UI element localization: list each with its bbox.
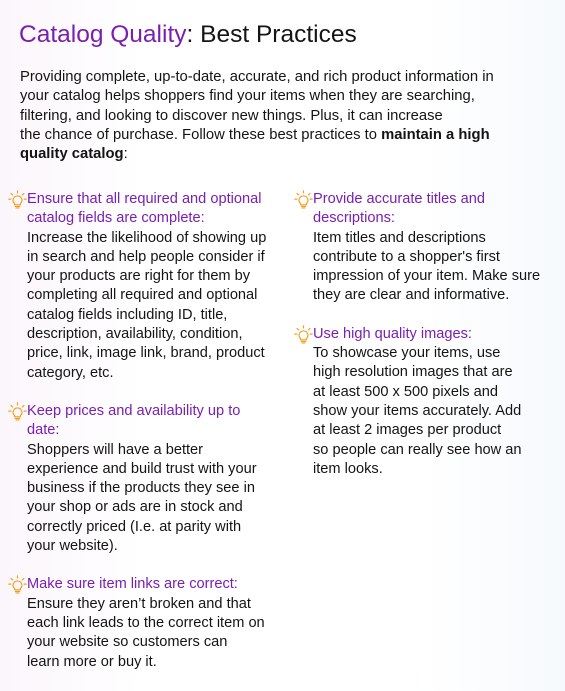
section-body <box>8 229 298 383</box>
body-line: contribute to a shopper's first <box>313 248 500 265</box>
body-line: catalog fields including ID, title, <box>27 306 228 323</box>
heading-line: Make sure item links are correct: <box>27 576 238 593</box>
body-line: price, link, image link, brand, product <box>27 345 265 362</box>
heading-line: Keep prices and availability up to <box>27 402 241 419</box>
heading-line: Provide accurate titles and <box>313 191 485 207</box>
section-heading <box>294 325 559 344</box>
title-rest: : Best Practices <box>186 21 357 48</box>
body-line: To showcase your items, use <box>313 345 501 362</box>
body-line: description, availability, condition, <box>27 326 243 343</box>
lightbulb-icon <box>294 325 313 344</box>
body-line: Shoppers will have a better <box>27 441 204 458</box>
body-line: item looks. <box>313 460 383 477</box>
body-line: your shop or ads are in stock and <box>27 499 243 516</box>
section-heading-text <box>27 190 261 229</box>
body-line: Increase the likelihood of showing up <box>27 229 267 246</box>
body-line: so people can really see how an <box>313 441 522 458</box>
body-line: each link leads to the correct item on <box>27 614 265 631</box>
body-line: impression of your item. Make sure <box>313 268 541 285</box>
section-heading <box>8 402 298 441</box>
body-line: they are clear and informative. <box>313 287 510 304</box>
best-practice-section <box>294 325 559 479</box>
section-heading-text <box>313 190 485 229</box>
intro-line: Providing complete, up-to-date, accurate, and rich product information in <box>20 69 494 85</box>
section-heading-text <box>27 402 240 441</box>
intro-line: filtering, and looking to discover new things. Plus, it can increase <box>20 107 443 124</box>
lightbulb-icon <box>8 190 27 209</box>
section-body <box>8 441 298 557</box>
section-heading-text <box>313 325 472 344</box>
body-line: at least 2 images per product <box>313 422 502 439</box>
body-line: learn more or buy it. <box>27 653 157 670</box>
left-column <box>8 190 298 691</box>
body-line: completing all required and optional <box>27 287 258 304</box>
heading-line: Ensure that all required and optional <box>27 191 262 207</box>
best-practice-section <box>8 575 298 671</box>
intro-line-end: : <box>123 146 128 163</box>
body-line: business if the products they see in <box>27 480 255 497</box>
body-line: category, etc. <box>27 364 114 381</box>
body-line: correctly priced (I.e. at parity with <box>27 518 242 535</box>
section-body <box>294 229 559 306</box>
heading-line: catalog fields are complete: <box>27 210 205 227</box>
body-line: your website so customers can <box>27 634 228 651</box>
intro-paragraph <box>20 68 550 164</box>
right-column <box>294 190 559 498</box>
intro-line: your catalog helps shoppers find your items when they are searching, <box>20 88 475 105</box>
body-line: Item titles and descriptions <box>313 229 486 246</box>
heading-line: descriptions: <box>313 210 395 227</box>
intro-line <box>20 145 550 164</box>
heading-line: date: <box>27 422 60 439</box>
best-practice-section <box>8 402 298 556</box>
lightbulb-icon <box>8 402 27 421</box>
body-line: at least 500 x 500 pixels and <box>313 383 498 400</box>
body-line: experience and build trust with your <box>27 460 257 477</box>
section-heading <box>8 190 298 229</box>
intro-bold-text: quality catalog <box>20 146 124 163</box>
best-practice-section <box>8 190 298 383</box>
intro-line <box>20 126 550 145</box>
body-line: your products are right for them by <box>27 268 251 285</box>
intro-line-text: the chance of purchase. Follow these best practices to <box>20 126 382 143</box>
section-heading-text <box>27 575 238 594</box>
intro-bold-text: maintain a high <box>381 126 490 143</box>
title-accent: Catalog Quality <box>19 21 187 48</box>
section-body <box>8 595 298 672</box>
lightbulb-icon <box>294 190 313 209</box>
body-line: high resolution images that are <box>313 364 513 381</box>
body-line: your website). <box>27 538 118 555</box>
page-title <box>19 18 357 52</box>
section-heading <box>294 190 559 229</box>
section-body <box>294 344 559 479</box>
lightbulb-icon <box>8 575 27 594</box>
section-heading <box>8 575 298 594</box>
body-line: Ensure they aren’t broken and that <box>27 595 251 612</box>
body-line: show your items accurately. Add <box>313 402 522 419</box>
body-line: in search and help people consider if <box>27 248 265 265</box>
heading-line: Use high quality images: <box>313 325 472 342</box>
best-practice-section <box>294 190 559 306</box>
